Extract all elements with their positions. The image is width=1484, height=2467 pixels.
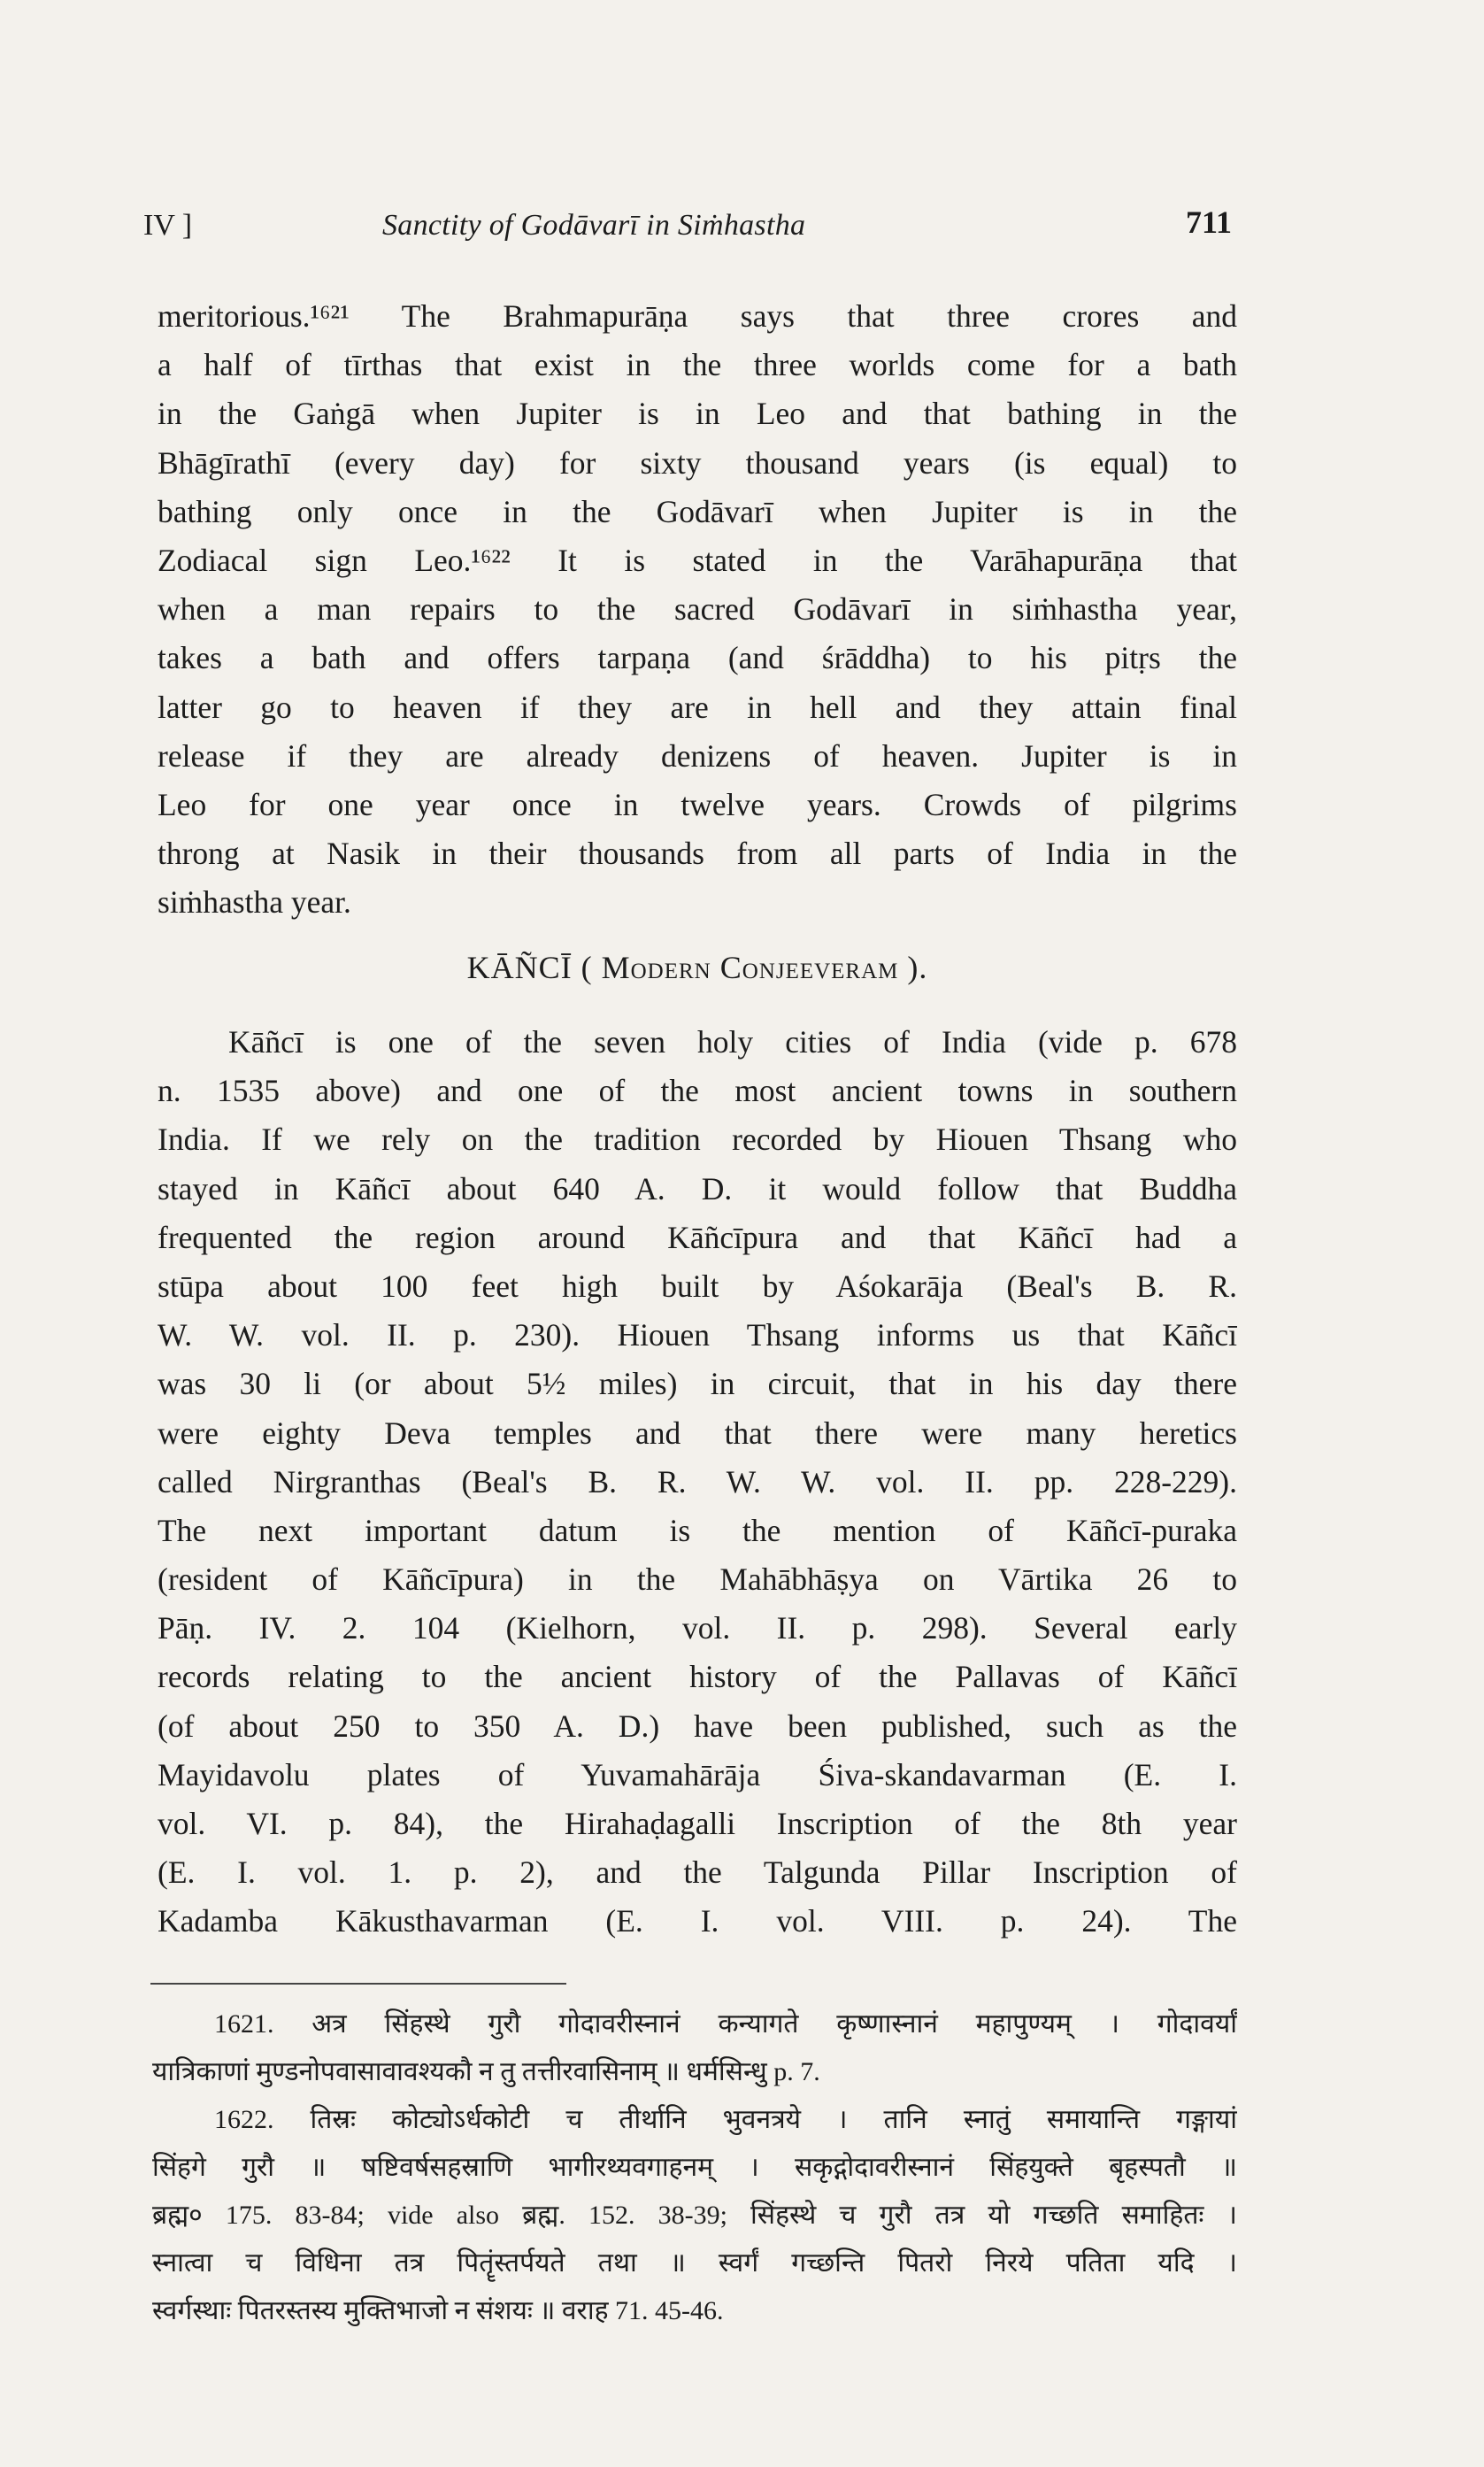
text-line: Zodiacal sign Leo.¹⁶²² It is stated in the Varāhapurāṇa that	[158, 542, 1237, 578]
footnotes	[152, 2001, 1237, 2335]
footnote-rule	[150, 1983, 566, 1985]
paragraph-godavari	[158, 292, 1237, 927]
text-line: when a man repairs to the sacred Godāvarī in siṁhastha year,	[158, 591, 1237, 628]
text-line: takes a bath and offers tarpaṇa (and śrāddha) to his pitṛs the	[158, 640, 1237, 676]
text-line: a half of tīrthas that exist in the three worlds come for a bath	[158, 347, 1237, 383]
text-line: stayed in Kāñcī about 640 A. D. it would follow that Buddha	[158, 1170, 1237, 1207]
text-line: meritorious.¹⁶²¹ The Brahmapurāṇa says that three crores and	[158, 298, 1237, 334]
text-line: W. W. vol. II. p. 230). Hiouen Thsang informs us that Kāñcī	[158, 1317, 1237, 1353]
text-line: siṁhastha year.	[158, 884, 351, 921]
footnote-1621-line: यात्रिकाणां मुण्डनोपवासावावश्यकौ न तु तत्तीरवासिनाम् ॥ धर्मसिन्धु p. 7.	[152, 2057, 820, 2086]
text-line: Pāṇ. IV. 2. 104 (Kielhorn, vol. II. p. 298). Several early	[158, 1610, 1237, 1646]
section-heading	[158, 949, 1237, 986]
text-line: (resident of Kāñcīpura) in the Mahābhāṣya on Vārtika 26 to	[158, 1561, 1237, 1598]
text-line: (E. I. vol. 1. p. 2), and the Talgunda Pillar Inscription of	[158, 1854, 1237, 1891]
text-line: Leo for one year once in twelve years. Crowds of pilgrims	[158, 786, 1237, 822]
section-heading-main: KĀÑCĪ	[466, 950, 573, 985]
text-line: Bhāgīrathī (every day) for sixty thousand years (is equal) to	[158, 444, 1237, 481]
text-line: were eighty Deva temples and that there were many heretics	[158, 1415, 1237, 1451]
text-line: records relating to the ancient history of the Pallavas of Kāñcī	[158, 1659, 1237, 1695]
text-line: frequented the region around Kāñcīpura and that Kāñcī had a	[158, 1219, 1237, 1255]
footnote-1622-line: सिंहगे गुरौ ॥ षष्टिवर्षसहस्राणि भागीरथ्यवगाहनम् । सकृद्गोदावरीस्नानं सिंहयुक्ते बृहस्पतौ ॥	[152, 2153, 1237, 2182]
text-line: latter go to heaven if they are in hell and they attain final	[158, 689, 1237, 725]
text-line: Kadamba Kākusthavarman (E. I. vol. VIII. p. 24). The	[158, 1903, 1237, 1939]
page-number: 711	[1185, 204, 1232, 240]
text-line: (of about 250 to 350 A. D.) have been published, such as the	[158, 1708, 1237, 1744]
text-line: vol. VI. p. 84), the Hirahaḍagalli Inscription of the 8th year	[158, 1806, 1237, 1841]
section-heading-sub: ( Modern Conjeeveram ).	[581, 950, 928, 985]
text-line: throng at Nasik in their thousands from all parts of India in the	[158, 836, 1237, 872]
running-head	[143, 197, 1232, 250]
text-line: The next important datum is the mention of Kāñcī-puraka	[158, 1512, 1237, 1548]
text-line: Mayidavolu plates of Yuvamahārāja Śiva-skandavarman (E. I.	[158, 1756, 1237, 1792]
text-line: in the Gaṅgā when Jupiter is in Leo and that bathing in the	[158, 396, 1237, 432]
chapter-marker: IV ]	[143, 209, 193, 242]
text-line: bathing only once in the Godāvarī when Jupiter is in the	[158, 493, 1237, 529]
footnote-1621-line: 1621. अत्र सिंहस्थे गुरौ गोदावरीस्नानं कन्यागते कृष्णास्नानं महापुण्यम् । गोदावर्यां	[214, 2009, 1237, 2039]
text-line: n. 1535 above) and one of the most ancient towns in southern	[158, 1073, 1237, 1109]
text-line: stūpa about 100 feet high built by Aśokarāja (Beal's B. R.	[158, 1268, 1237, 1304]
text-line: India. If we rely on the tradition recorded by Hiouen Thsang who	[158, 1122, 1237, 1158]
text-line: release if they are already denizens of heaven. Jupiter is in	[158, 737, 1237, 774]
text-line: called Nirgranthas (Beal's B. R. W. W. vol. II. pp. 228-229).	[158, 1463, 1237, 1499]
footnote-1622-line: 1622. तिस्रः कोट्योऽर्धकोटी च तीर्थानि भुवनत्रये । तानि स्नातुं समायान्ति गङ्गायां	[214, 2105, 1237, 2134]
footnote-1622-line: स्नात्वा च विधिना तत्र पितॄंस्तर्पयते तथा ॥ स्वर्गं गच्छन्ति पितरो निरये पतिता यदि ।	[152, 2248, 1237, 2278]
text-line: Kāñcī is one of the seven holy cities of India (vide p. 678	[228, 1024, 1237, 1060]
footnote-1622-line: ब्रह्म० 175. 83-84; vide also ब्रह्म. 152. 38-39; सिंहस्थे च गुरौ तत्र यो गच्छति समाहितः ।	[152, 2201, 1237, 2230]
footnote-1622-line: स्वर्गस्थाः पितरस्तस्य मुक्तिभाजो न संशयः ॥ वराह 71. 45-46.	[152, 2296, 724, 2325]
running-title: Sanctity of Godāvarī in Siṁhastha	[382, 209, 806, 242]
paragraph-kanci	[158, 1018, 1237, 1947]
text-line: was 30 li (or about 5½ miles) in circuit, that in his day there	[158, 1366, 1237, 1402]
